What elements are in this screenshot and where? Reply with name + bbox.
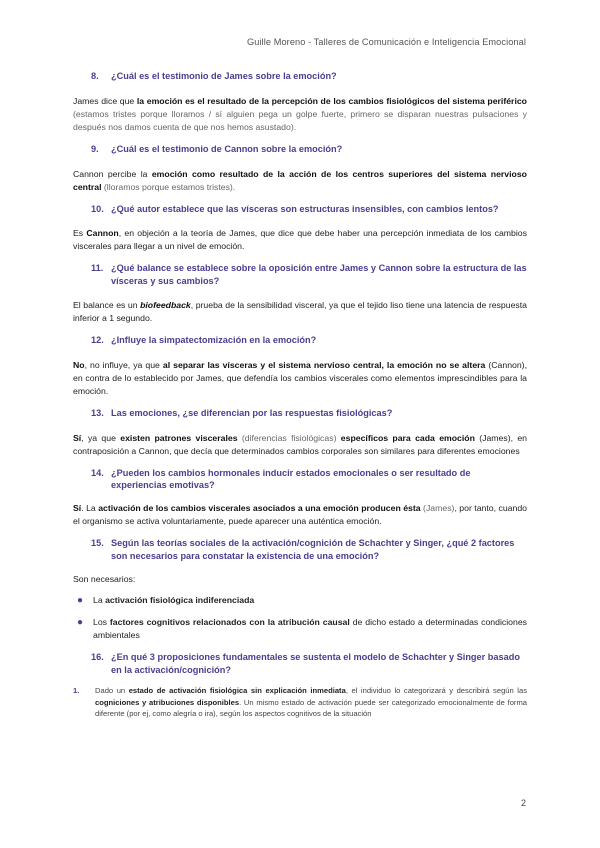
- answer-bold: Cannon: [86, 228, 119, 239]
- question-text: ¿Cuál es el testimonio de Cannon sobre la emoción?: [111, 143, 343, 154]
- answer-bold: estado de activación fisiológica sin explicación inmediata: [128, 686, 346, 696]
- question-text: ¿En qué 3 proposiciones fundamentales se sustenta el modelo de Schachter y Singer basado en la activación/cognición?: [111, 651, 520, 675]
- list-item: [73, 594, 527, 607]
- answer-14: [73, 502, 527, 528]
- question-text: Las emociones, ¿se diferencian por las respuestas fisiológicas?: [111, 407, 393, 418]
- question-text: ¿Cuál es el testimonio de James sobre la emoción?: [111, 71, 337, 81]
- answer-bold: biofeedback: [140, 299, 191, 310]
- question-12: [73, 334, 527, 347]
- question-16: [73, 651, 527, 677]
- answer-bold: al separar las vísceras y el sistema nervioso central, la emoción no se altera: [162, 359, 486, 370]
- question-number: 15.: [91, 538, 104, 549]
- answer-text: James dice que: [73, 95, 137, 106]
- answer-text: , prueba de la sensibilidad visceral, ya que el tejido liso tiene una latencia de respuesta inferior a 1 segundo.: [73, 299, 527, 323]
- answer-bold: existen patrones viscerales: [120, 432, 238, 443]
- list-item: [73, 685, 527, 720]
- answer-10: [73, 227, 527, 253]
- answer-text: Es: [73, 228, 87, 239]
- question-number: 14.: [91, 467, 104, 478]
- answer-text: , ya que: [81, 432, 121, 443]
- question-text: Según las teorías sociales de la activación/cognición de Schachter y Singer, ¿qué 2 factores son necesarios para constatar la existencia de una emoción?: [111, 538, 515, 561]
- question-number: 16.: [91, 651, 104, 662]
- answer-text: de dicho estado a determinadas condiciones ambientales: [93, 616, 528, 640]
- answer-aside: (James): [420, 503, 455, 514]
- question-text: ¿Influye la simpatectomización en la emoción?: [111, 334, 317, 345]
- answer-aside: (lloramos porque estamos tristes).: [101, 181, 236, 192]
- list-item-number: 1.: [73, 686, 80, 696]
- bullet-icon: ●: [77, 594, 84, 606]
- answer-text: La: [93, 594, 106, 605]
- answer-text: El balance es un: [73, 299, 141, 310]
- question-number: 13.: [91, 407, 104, 418]
- question-number: 10.: [91, 203, 104, 214]
- answer-13: [73, 432, 527, 458]
- question-number: 9.: [91, 143, 99, 154]
- answer-bold: cogniciones y atribuciones disponibles: [95, 697, 240, 707]
- answer-text: . Un mismo estado de activación puede ser categorizado emocionalmente de forma diferente (por ej, como alegría o ira), según los aspectos cognitivos de la situación: [95, 697, 527, 719]
- question-number: 11.: [91, 263, 104, 274]
- question-15: [73, 537, 527, 563]
- answer-8: [73, 95, 527, 134]
- answer-text: Los: [93, 616, 110, 627]
- question-8: [73, 70, 527, 83]
- answer-text: Cannon percibe la: [73, 168, 152, 179]
- list-item: [73, 616, 527, 642]
- answer-12: [73, 359, 527, 398]
- answer-text: , por tanto, cuando el organismo se activa voluntariamente, puede aparecer una auténtica emoción.: [73, 503, 527, 527]
- question-number: 8.: [91, 71, 99, 81]
- question-text: ¿Pueden los cambios hormonales inducir estados emocionales o ser resultado de experiencias emotivas?: [111, 467, 471, 491]
- answer-bold: específicos para cada emoción: [340, 432, 475, 443]
- answer-9: [73, 168, 527, 194]
- answer-text: , en objeción a la teoría de James, que dice que debe haber una percepción inmediata de los cambios viscerales para llegar a un nivel de emoción.: [73, 228, 527, 252]
- answer-bold: activación de los cambios viscerales asociados a una emoción producen ésta: [98, 503, 421, 514]
- answer-bold: No: [73, 359, 85, 370]
- answer-bold: Sí: [73, 503, 82, 514]
- question-14: [73, 467, 527, 493]
- question-number: 12.: [91, 334, 104, 345]
- question-11: [73, 262, 527, 288]
- answer-text: (Cannon), en contra de lo establecido por James, que defendía los cambios viscerales como elementos imprescindibles para la emoción.: [73, 359, 527, 396]
- answer-bold: emoción como resultado de la acción de los centros superiores del sistema nervioso central: [73, 168, 527, 192]
- answer-text: . La: [81, 503, 99, 514]
- question-9: [73, 143, 527, 156]
- document-body: [73, 70, 527, 720]
- propositions-list: [73, 685, 527, 720]
- question-10: [73, 203, 527, 216]
- question-13: [73, 407, 527, 420]
- answer-11: [73, 299, 527, 325]
- answer-aside: (estamos tristes porque lloramos / sí alguien pega un golpe fuerte, primero se disparan nuestras pulsaciones y después nos damos cuenta de que nos hemos asustado).: [73, 108, 527, 132]
- answer-text: , el individuo lo categorizará y describirá según las: [345, 686, 527, 696]
- answer-bold: Sí: [73, 432, 82, 443]
- answer-text: (James), en contraposición a Cannon, que decía que determinados cambios corporales son similares para diferentes emociones: [73, 432, 527, 456]
- answer-text: Dado un: [95, 686, 129, 696]
- question-text: ¿Qué balance se establece sobre la oposición entre James y Cannon sobre la estructura de las vísceras y sus cambios?: [111, 263, 527, 287]
- page-header: Guille Moreno - Talleres de Comunicación e Inteligencia Emocional: [246, 37, 526, 47]
- answer-bold: factores cognitivos relacionados con la atribución causal: [109, 616, 350, 627]
- bullet-icon: ●: [77, 616, 84, 628]
- question-text: ¿Qué autor establece que las vísceras son estructuras insensibles, con cambios lentos?: [111, 203, 499, 214]
- answer-text: , no influye, ya que: [84, 359, 163, 370]
- page-number: 2: [520, 798, 526, 808]
- answer-bold: activación fisiológica indiferenciada: [105, 594, 255, 605]
- factors-list: [73, 594, 527, 642]
- answer-15-intro: Son necesarios:: [73, 573, 136, 584]
- answer-aside: (diferencias fisiológicas): [237, 432, 341, 443]
- list-item-text: [95, 685, 527, 720]
- answer-bold: la emoción es el resultado de la percepción de los cambios fisiológicos del sistema periférico: [136, 95, 527, 106]
